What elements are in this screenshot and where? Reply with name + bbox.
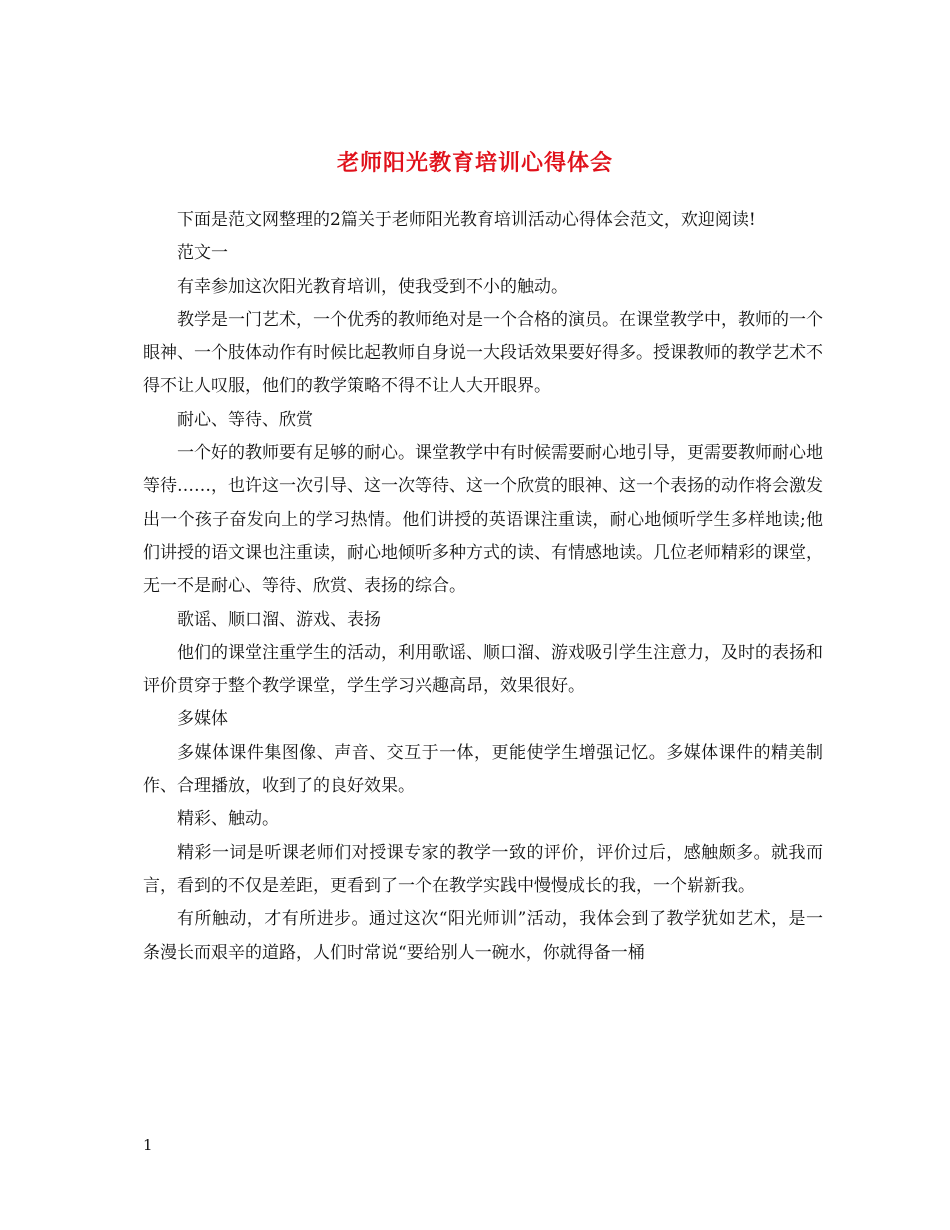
paragraph: 教学是一门艺术，一个优秀的教师绝对是一个合格的演员。在课堂教学中，教师的一个眼神、一个肢体动作有时候比起教师自身说一大段话效果要好得多。授课教师的教学艺术不得不让人叹服，他们的教学策略不得不让人大开眼界。 bbox=[143, 309, 823, 397]
section-heading-sample-one: 范文一 bbox=[177, 243, 228, 264]
page-number: 1 bbox=[143, 1136, 153, 1154]
document-body bbox=[143, 204, 823, 970]
section-heading: 精彩、触动。 bbox=[177, 809, 279, 830]
paragraph-intro: 下面是范文网整理的2篇关于老师阳光教育培训活动心得体会范文，欢迎阅读! bbox=[177, 210, 756, 230]
section-heading: 多媒体 bbox=[177, 709, 228, 730]
document-title: 老师阳光教育培训心得体会 bbox=[336, 149, 613, 176]
paragraph: 他们的课堂注重学生的活动，利用歌谣、顺口溜、游戏吸引学生注意力，及时的表扬和评价贯穿于整个教学课堂，学生学习兴趣高昂，效果很好。 bbox=[143, 642, 823, 697]
paragraph: 多媒体课件集图像、声音、交互于一体，更能使学生增强记忆。多媒体课件的精美制作、合理播放，收到了的良好效果。 bbox=[143, 742, 823, 797]
section-heading: 歌谣、顺口溜、游戏、表扬 bbox=[177, 609, 381, 630]
paragraph: 有幸参加这次阳光教育培训，使我受到不小的触动。 bbox=[177, 276, 568, 297]
section-heading: 耐心、等待、欣赏 bbox=[177, 409, 313, 430]
paragraph: 一个好的教师要有足够的耐心。课堂教学中有时候需要耐心地引导，更需要教师耐心地等待……，也许这一次引导、这一次等待、这一个欣赏的眼神、这一个表扬的动作将会激发出一个孩子奋发向上的学习热情。他们讲授的英语课注重读，耐心地倾听学生多样地读;他们讲授的语文课也注重读，耐心地倾听多种方式的读、有情感地读。几位老师精彩的课堂，无一不是耐心、等待、欣赏、表扬的综合。 bbox=[143, 443, 823, 597]
paragraph: 有所触动，才有所进步。通过这次“阳光师训”活动，我体会到了教学犹如艺术，是一条漫长而艰辛的道路，人们时常说“要给别人一碗水，你就得备一桶 bbox=[143, 909, 823, 963]
paragraph: 精彩一词是听课老师们对授课专家的教学一致的评价，评价过后，感触颇多。就我而言，看到的不仅是差距，更看到了一个在教学实践中慢慢成长的我，一个崭新我。 bbox=[143, 842, 823, 896]
